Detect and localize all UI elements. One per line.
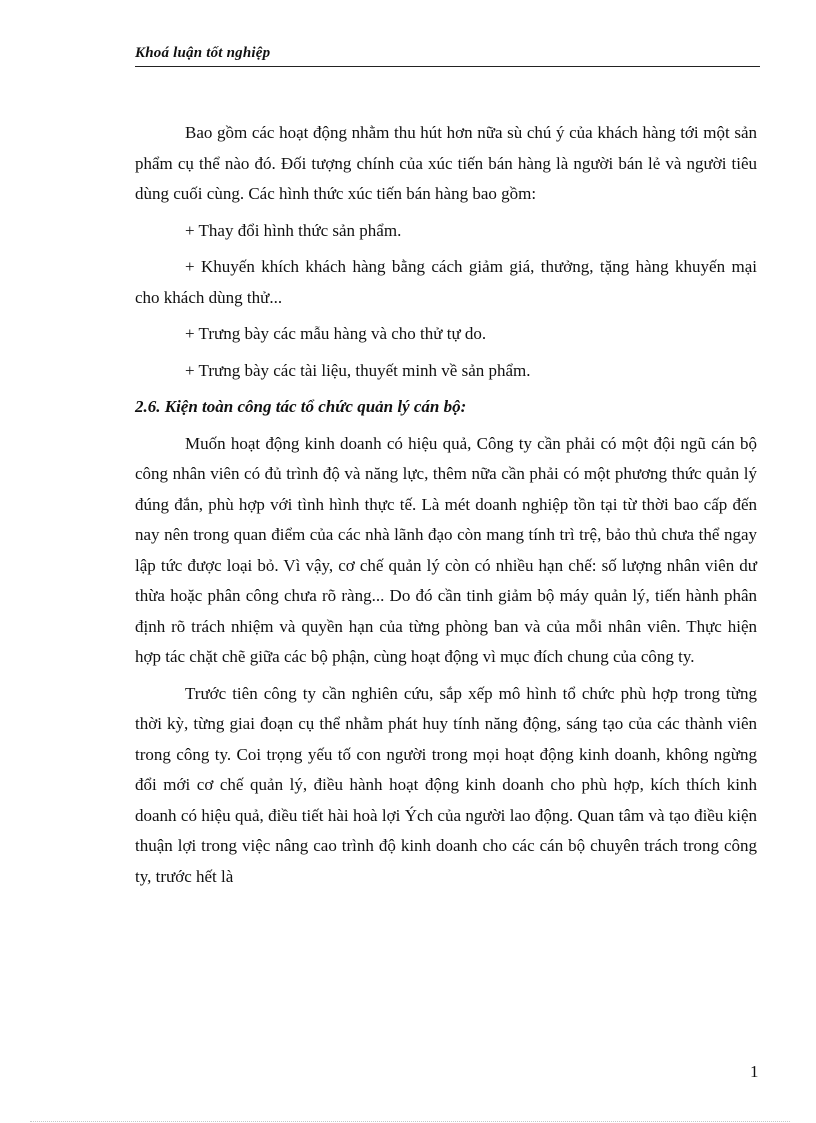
list-item-discounts: + Khuyến khích khách hàng bằng cách giảm giá, thưởng, tặng hàng khuyến mại cho khách dùng thử...	[135, 257, 757, 307]
paragraph-promotion-intro: Bao gồm các hoạt động nhằm thu hút hơn nữa sù chú ý của khách hàng tới một sản phẩm cụ thể nào đó. Đối tượng chính của xúc tiến bán hàng là người bán lẻ và người tiêu dùng cuối cùng. Các hình thức xúc tiến bán hàng bao gồm:	[135, 123, 757, 203]
header-title: Khoá luận tốt nghiệp	[135, 45, 271, 61]
section-heading: 2.6. Kiện toàn công tác tổ chức quản lý cán bộ:	[135, 397, 467, 416]
list-item-sample-display: + Trưng bày các mẫu hàng và cho thử tự do.	[185, 324, 487, 343]
page-header	[135, 44, 760, 67]
footer-divider	[30, 1121, 790, 1122]
paragraph-management: Muốn hoạt động kinh doanh có hiệu quả, Công ty cần phải có một đội ngũ cán bộ công nhân viên có đủ trình độ và năng lực, thêm nữa cần phải có một phương thức quản lý đúng đắn, phù hợp với tình hình thực tế. Là mét doanh nghiệp tồn tại từ thời bao cấp đến nay nên trong quan điểm của các nhà lãnh đạo còn mang tính trì trệ, bảo thủ chưa thể ngay lập tức được loại bỏ. Vì vậy, cơ chế quản lý còn có nhiều hạn chế: số lượng nhân viên dư thừa hoặc phân công chưa rõ ràng... Do đó cần tinh giảm bộ máy quản lý, tiến hành phân định rõ trách nhiệm và quyền hạn của từng phòng ban và của mỗi nhân viên. Thực hiện hợp tác chặt chẽ giữa các bộ phận, cùng hoạt động vì mục đích chung của công ty.	[135, 433, 757, 666]
page-number: 1	[750, 1062, 759, 1081]
list-item-product-form: + Thay đổi hình thức sản phẩm.	[185, 220, 402, 240]
document-body	[135, 118, 757, 898]
list-item-document-display: + Trưng bày các tài liệu, thuyết minh về sản phẩm.	[185, 360, 531, 380]
paragraph-organization: Trước tiên công ty cần nghiên cứu, sắp xếp mô hình tổ chức phù hợp trong từng thời kỳ, từng giai đoạn cụ thể nhằm phát huy tính năng động, sáng tạo của các thành viên trong công ty. Coi trọng yếu tố con người trong mọi hoạt động kinh doanh, không ngừng đổi mới cơ chế quản lý, điều hành hoạt động kinh doanh cho phù hợp, kích thích kinh doanh có hiệu quả, điều tiết hài hoà lợi Ých của người lao động. Quan tâm và tạo điều kiện thuận lợi trong việc nâng cao trình độ kinh doanh cho các cán bộ chuyên trách trong công ty, trước hết là	[135, 683, 757, 886]
